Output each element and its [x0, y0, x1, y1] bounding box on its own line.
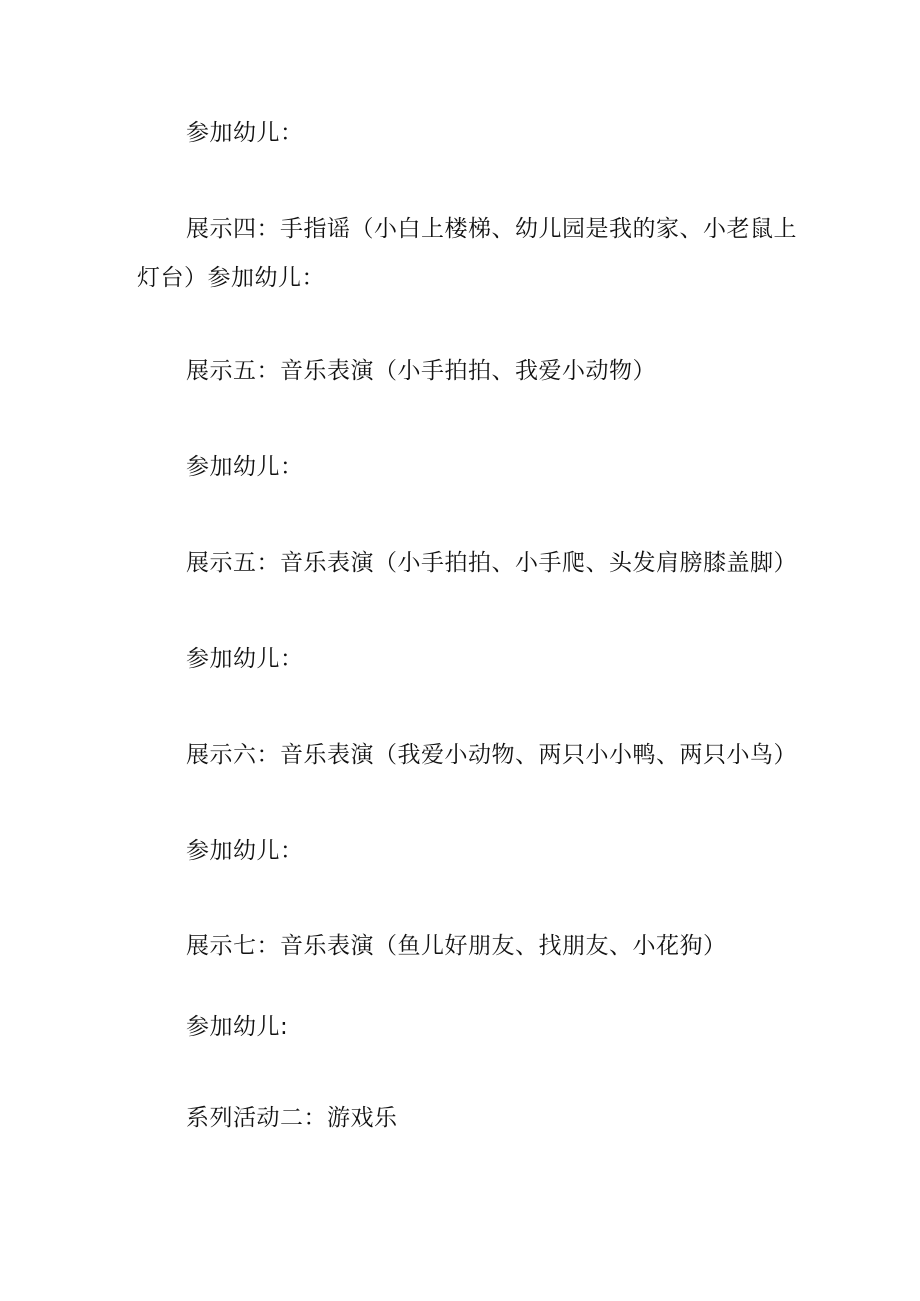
participants-label: 参加幼儿： [186, 454, 304, 480]
participants-label: 参加幼儿： [186, 838, 304, 864]
show-seven-title: 展示七：音乐表演（鱼儿好朋友、找朋友、小花狗） [186, 933, 727, 959]
show-four-continuation: 灯台）参加幼儿： [137, 265, 325, 291]
show-five-b-title: 展示五：音乐表演（小手拍拍、小手爬、头发肩膀膝盖脚） [186, 550, 797, 576]
show-five-title: 展示五：音乐表演（小手拍拍、我爱小动物） [186, 358, 656, 384]
participants-label: 参加幼儿： [186, 646, 304, 672]
participants-label: 参加幼儿： [186, 120, 304, 146]
show-four-title: 展示四：手指谣（小白上楼梯、幼儿园是我的家、小老鼠上 [186, 216, 797, 242]
participants-label: 参加幼儿: [186, 1014, 289, 1040]
show-six-title: 展示六：音乐表演（我爱小动物、两只小小鸭、两只小鸟） [186, 742, 797, 768]
activity-two-heading: 系列活动二：游戏乐 [186, 1105, 398, 1131]
